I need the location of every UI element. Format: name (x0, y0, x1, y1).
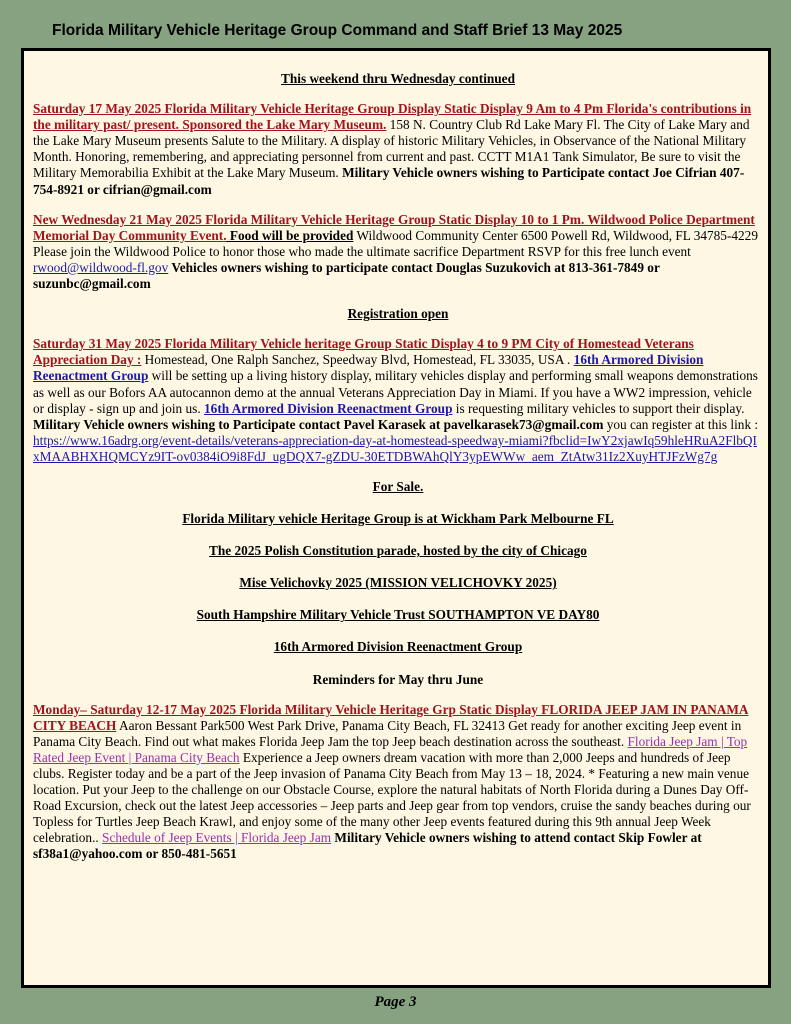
page-header-title: Florida Military Vehicle Heritage Group Command and Staff Brief 13 May 2025 (52, 22, 623, 39)
list-item-16th-armored: 16th Armored Division Reenactment Group (273, 639, 523, 655)
event-jeep-jam (33, 702, 763, 863)
section-heading-weekend: This weekend thru Wednesday continued (281, 71, 515, 86)
content-panel (21, 48, 771, 988)
list-item-southampton: South Hampshire Military Vehicle Trust SOUTHAMPTON VE DAY80 (196, 607, 600, 623)
registration-url-link[interactable]: https://www.16adrg.org/event-details/veterans-appreciation-day-at-homestead-speedway-miami?fbclid=IwY2xjawIq59hleHRuA2FlbQIxMAABHXHQMCYz9IT-ov0384iO9i8FdJ_ugDQX7-gZDU-30ETDBWAhQlY3ypEWWw_aem_ZtAtw31Iz2XuyHTJFzWg7g (33, 432, 757, 464)
event-wildwood (33, 212, 763, 292)
page-number: Page 3 (374, 994, 417, 1010)
16th-armored-link-2[interactable]: 16th Armored Division Reenactment Group (204, 400, 453, 416)
event-homestead-body-4: you can register at this link : (603, 416, 759, 432)
jeep-schedule-link[interactable]: Schedule of Jeep Events | Florida Jeep Jam (102, 830, 332, 846)
event-homestead-title: Saturday 31 May 2025 Florida Military Vehicle heritage Group Static Display 4 to 9 PM City of Homestead Veterans Appreciation Day : (33, 336, 694, 368)
wildwood-email-link[interactable]: rwood@wildwood-fl.gov (33, 259, 169, 275)
event-homestead-body-3: is requesting military vehicles to support their display. (452, 400, 745, 416)
event-jeep-jam-contact: Military Vehicle owners wishing to attend contact Skip Fowler at sf38a1@yahoo.com or 850-481-5651 (33, 830, 702, 862)
event-lake-mary (33, 101, 763, 198)
content-body (33, 71, 763, 863)
16th-armored-link-1[interactable]: 16th Armored Division Reenactment Group (33, 352, 704, 384)
event-homestead-body-2: will be setting up a living history display, military vehicles display and performing small weapons demonstrations as well as our Bofors AA autocannon demo at the annual Veterans Appreciation Day in Miami. If you have a WW2 impression, vehicle or display - sign up and join us. (33, 368, 758, 416)
event-wildwood-body: Wildwood Community Center 6500 Powell Rd, Wildwood, FL 34785-4229 Please join the Wildwood Police to honor those who made the ultimate sacrifice Department RSVP for this free lunch event (33, 227, 758, 259)
section-heading-reminders: Reminders for May thru June (312, 671, 484, 687)
list-item-polish-parade: The 2025 Polish Constitution parade, hosted by the city of Chicago (209, 543, 587, 559)
list-item-for-sale: For Sale. (372, 478, 424, 494)
list-item-velichovky: Mise Velichovky 2025 (MISSION VELICHOVKY 2025) (239, 575, 557, 591)
event-wildwood-title: New Wednesday 21 May 2025 Florida Military Vehicle Heritage Group Static Display 10 to 1 Pm. Wildwood Police Department Memorial Day Community Event. (33, 211, 755, 243)
event-lake-mary-body: 158 N. Country Club Rd Lake Mary Fl. The City of Lake Mary and the Lake Mary Museum presents Salute to the Military. A display of historic Military Vehicles, in Observance of the National Military Month. Honoring, remembering, and appreciating personnel from current and past. CCTT M1A1 Tank Simulator, Be sure to visit the Military Memorabilia Exhibit at the Lake Mary Museum. (33, 117, 750, 181)
event-homestead-contact: Military Vehicle owners wishing to Participate contact Pavel Karasek at pavelkarasek73@gmail.com (33, 416, 604, 432)
event-jeep-jam-title: Monday– Saturday 12-17 May 2025 Florida Military Vehicle Heritage Grp Static Display FLORIDA JEEP JAM IN PANAMA CITY BEACH (33, 701, 749, 733)
event-wildwood-contact: Vehicles owners wishing to participate contact Douglas Suzukovich at 813-361-7849 or suzunbc@gmail.com (33, 259, 660, 292)
list-item-wickham: Florida Military vehicle Heritage Group is at Wickham Park Melbourne FL (182, 511, 614, 527)
event-homestead (33, 336, 763, 465)
event-jeep-jam-body-1: Aaron Bessant Park500 West Park Drive, Panama City Beach, FL 32413 Get ready for another exciting Jeep event in Panama City Beach. Find out what makes Florida Jeep Jam the top Jeep beach destination across the southeast. (33, 717, 742, 749)
event-wildwood-food: Food will be provided (226, 227, 354, 243)
event-homestead-body-1: Homestead, One Ralph Sanchez, Speedway Blvd, Homestead, FL 33035, USA . (141, 352, 574, 368)
event-jeep-jam-body-2: Experience a Jeep owners dream vacation with more than 2,000 Jeeps and hundreds of Jeep clubs. Register today and be a part of the Jeep invasion of Panama City Beach from May 13 – 18, 2024. * Featuring a new main venue location. Put your Jeep to the challenge on our Obstacle Course, explore the natural habitats of North Florida during a Dunes Day Off-Road Excursion, check out the latest Jeep accessories – Jeep parts and Jeep gear from top vendors, cruise the sandy beaches during our Topless for Turtles Jeep Beach Krawl, and enjoy some of the many other Jeep events featured during this 9th annual Jeep Week celebration.. (33, 749, 751, 846)
jeep-jam-link[interactable]: Florida Jeep Jam | Top Rated Jeep Event | Panama City Beach (33, 733, 748, 765)
event-lake-mary-contact: Military Vehicle owners wishing to Participate contact Joe Cifrian 407-754-8921 or cifrian@gmail.com (33, 165, 745, 197)
event-lake-mary-title: Saturday 17 May 2025 Florida Military Vehicle Heritage Group Display Static Display 9 Am to 4 Pm Florida's contributions in the military past/ present. Sponsored the Lake Mary Museum. (33, 101, 752, 133)
section-heading-registration: Registration open (347, 306, 449, 322)
